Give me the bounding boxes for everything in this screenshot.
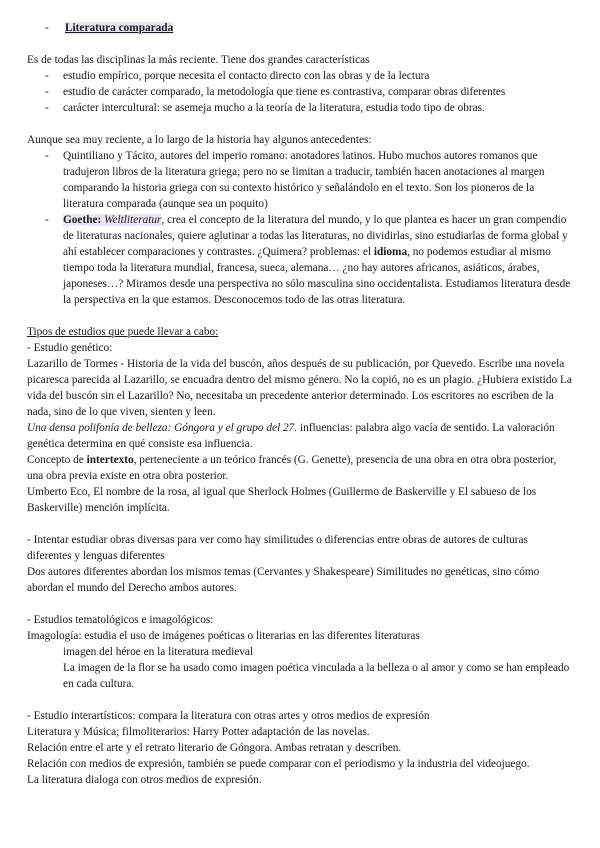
list-item: - Quintiliano y Tácito, autores del imperio romano: anotadores latinos. Hubo muchos autores romanos que tradujeron libros de la literatura griega; pero no se limitan a traducir, también hacen anotaciones al margen comparando la historia griega con su contexto histórico y señalándolo en el texto. Son los pioneros de la literatura comparada (aunque sea un poquito) — [45, 150, 545, 210]
interart-line: Literatura y Música; filmoliterarios: Harry Potter adaptación de las novelas. — [27, 726, 370, 738]
cultures-text: Dos autores diferentes abordan los mismos temas (Cervantes y Shakespeare) Similitudes no genéticas, sino cómo abordan el mundo del Derecho ambos autores. — [27, 566, 540, 594]
antecedents-intro: Aunque sea muy reciente, a lo largo de la historia hay algunos antecedentes: — [27, 134, 372, 146]
intertext-paragraph: Concepto de intertexto, perteneciente a un teórico francés (G. Genette), presencia de una obra en otra obra posterior, una obra previa existe en otra obra posterior. — [27, 454, 557, 482]
goethe-name: Goethe: Weltliteratur — [63, 214, 162, 226]
book-paragraph: Una densa polifonía de belleza: Góngora y el grupo del 27. influencias: palabra algo vacía de sentido. La valoración genética determina en qué consiste esa influencia. — [27, 422, 555, 450]
document-title: Literatura comparada — [65, 22, 174, 34]
interart-heading: - Estudio interartísticos: compara la literatura con otras artes y otros medios de expresión — [27, 710, 430, 722]
antecedents-list — [27, 148, 573, 308]
types-heading: Tipos de estudios que puede llevar a cabo: — [27, 326, 219, 338]
document-page — [27, 20, 573, 788]
title-row — [27, 20, 573, 36]
flower-text: La imagen de la flor se ha usado como imagen poética vinculada a la belleza o al amor y como se han empleado en cada cultura. — [63, 662, 570, 690]
eco-paragraph: Umberto Eco, El nombre de la rosa, al igual que Sherlock Holmes (Guillermo de Baskerville y El sabueso de los Baskerville) mención implícita. — [27, 486, 537, 514]
lazarillo-paragraph: Lazarillo de Tormes - Historia de la vida del buscón, años después de su publicación, por Quevedo. Escribe una novela picaresca parecida al Lazarillo, se encuadra dentro del mismo género. No la copió, no es un plagio. ¿Hubiera existido La vida del buscón sin el Lazarillo? No, necesitaba un precedente anterior determinado. Los escritores no escriben de la nada, sino de lo que viven, sienten y leen. — [27, 358, 572, 418]
list-item: - estudio de carácter comparado, la metodología que tiene es contrastiva, comparar obras diferentes — [45, 86, 506, 98]
list-item: - estudio empírico, porque necesita el contacto directo con las obras y de la lectura — [45, 70, 430, 82]
list-item: - carácter intercultural: se asemeja mucho a la teoría de la literatura, estudia todo tipo de obras. — [45, 102, 485, 114]
hero-text: imagen del héroe en la literatura medieval — [63, 646, 254, 658]
cultures-heading: - Intentar estudiar obras diversas para ver como hay similitudes o diferencias entre obras de autores de culturas diferentes y lenguas diferentes — [27, 534, 528, 562]
idioma-word: idioma — [373, 246, 408, 258]
interart-line: Relación con medios de expresión, también se puede comparar con el periodismo y la industria del videojuego. — [27, 758, 530, 770]
interart-line: La literatura dialoga con otros medios de expresión. — [27, 774, 262, 786]
thematic-heading: - Estudios tematológicos e imagológicos: — [27, 614, 214, 626]
intertext-word: intertexto — [86, 454, 134, 466]
interart-line: Relación entre el arte y el retrato literario de Góngora. Ambas retratan y describen. — [27, 742, 402, 754]
genetic-heading: - Estudio genético: — [27, 342, 113, 354]
book-title: Una densa polifonía de belleza: Góngora y el grupo del 27. — [27, 422, 298, 434]
intro-paragraph: Es de todas las disciplinas la más reciente. Tiene dos grandes características — [27, 54, 370, 66]
list-item: - Goethe: Weltliteratur, crea el concepto de la literatura del mundo, y lo que plantea es hacer un gran compendio de literaturas nacionales, quiere aglutinar a todas las literaturas, no dividirlas, sino estudiarlas de forma global y ahí establecer comparaciones y contrastes. ¿Quimera? problemas: el idioma, no podemos estudiar al mismo tiempo toda la literatura mundial, francesa, sueca, alemana… ¿no hay autores africanos, asiáticos, árabes, japoneses…? Miramos desde una perspectiva no sólo masculina sino occidentalista. Estudiamos literatura desde la perspectiva en la que estamos. Desconocemos todo de las otras literatura. — [45, 214, 571, 306]
title-dash: - — [45, 22, 49, 34]
imagology-text: Imagología: estudia el uso de imágenes poéticas o literarias en las diferentes literaturas — [27, 630, 420, 642]
characteristics-list — [27, 68, 573, 116]
